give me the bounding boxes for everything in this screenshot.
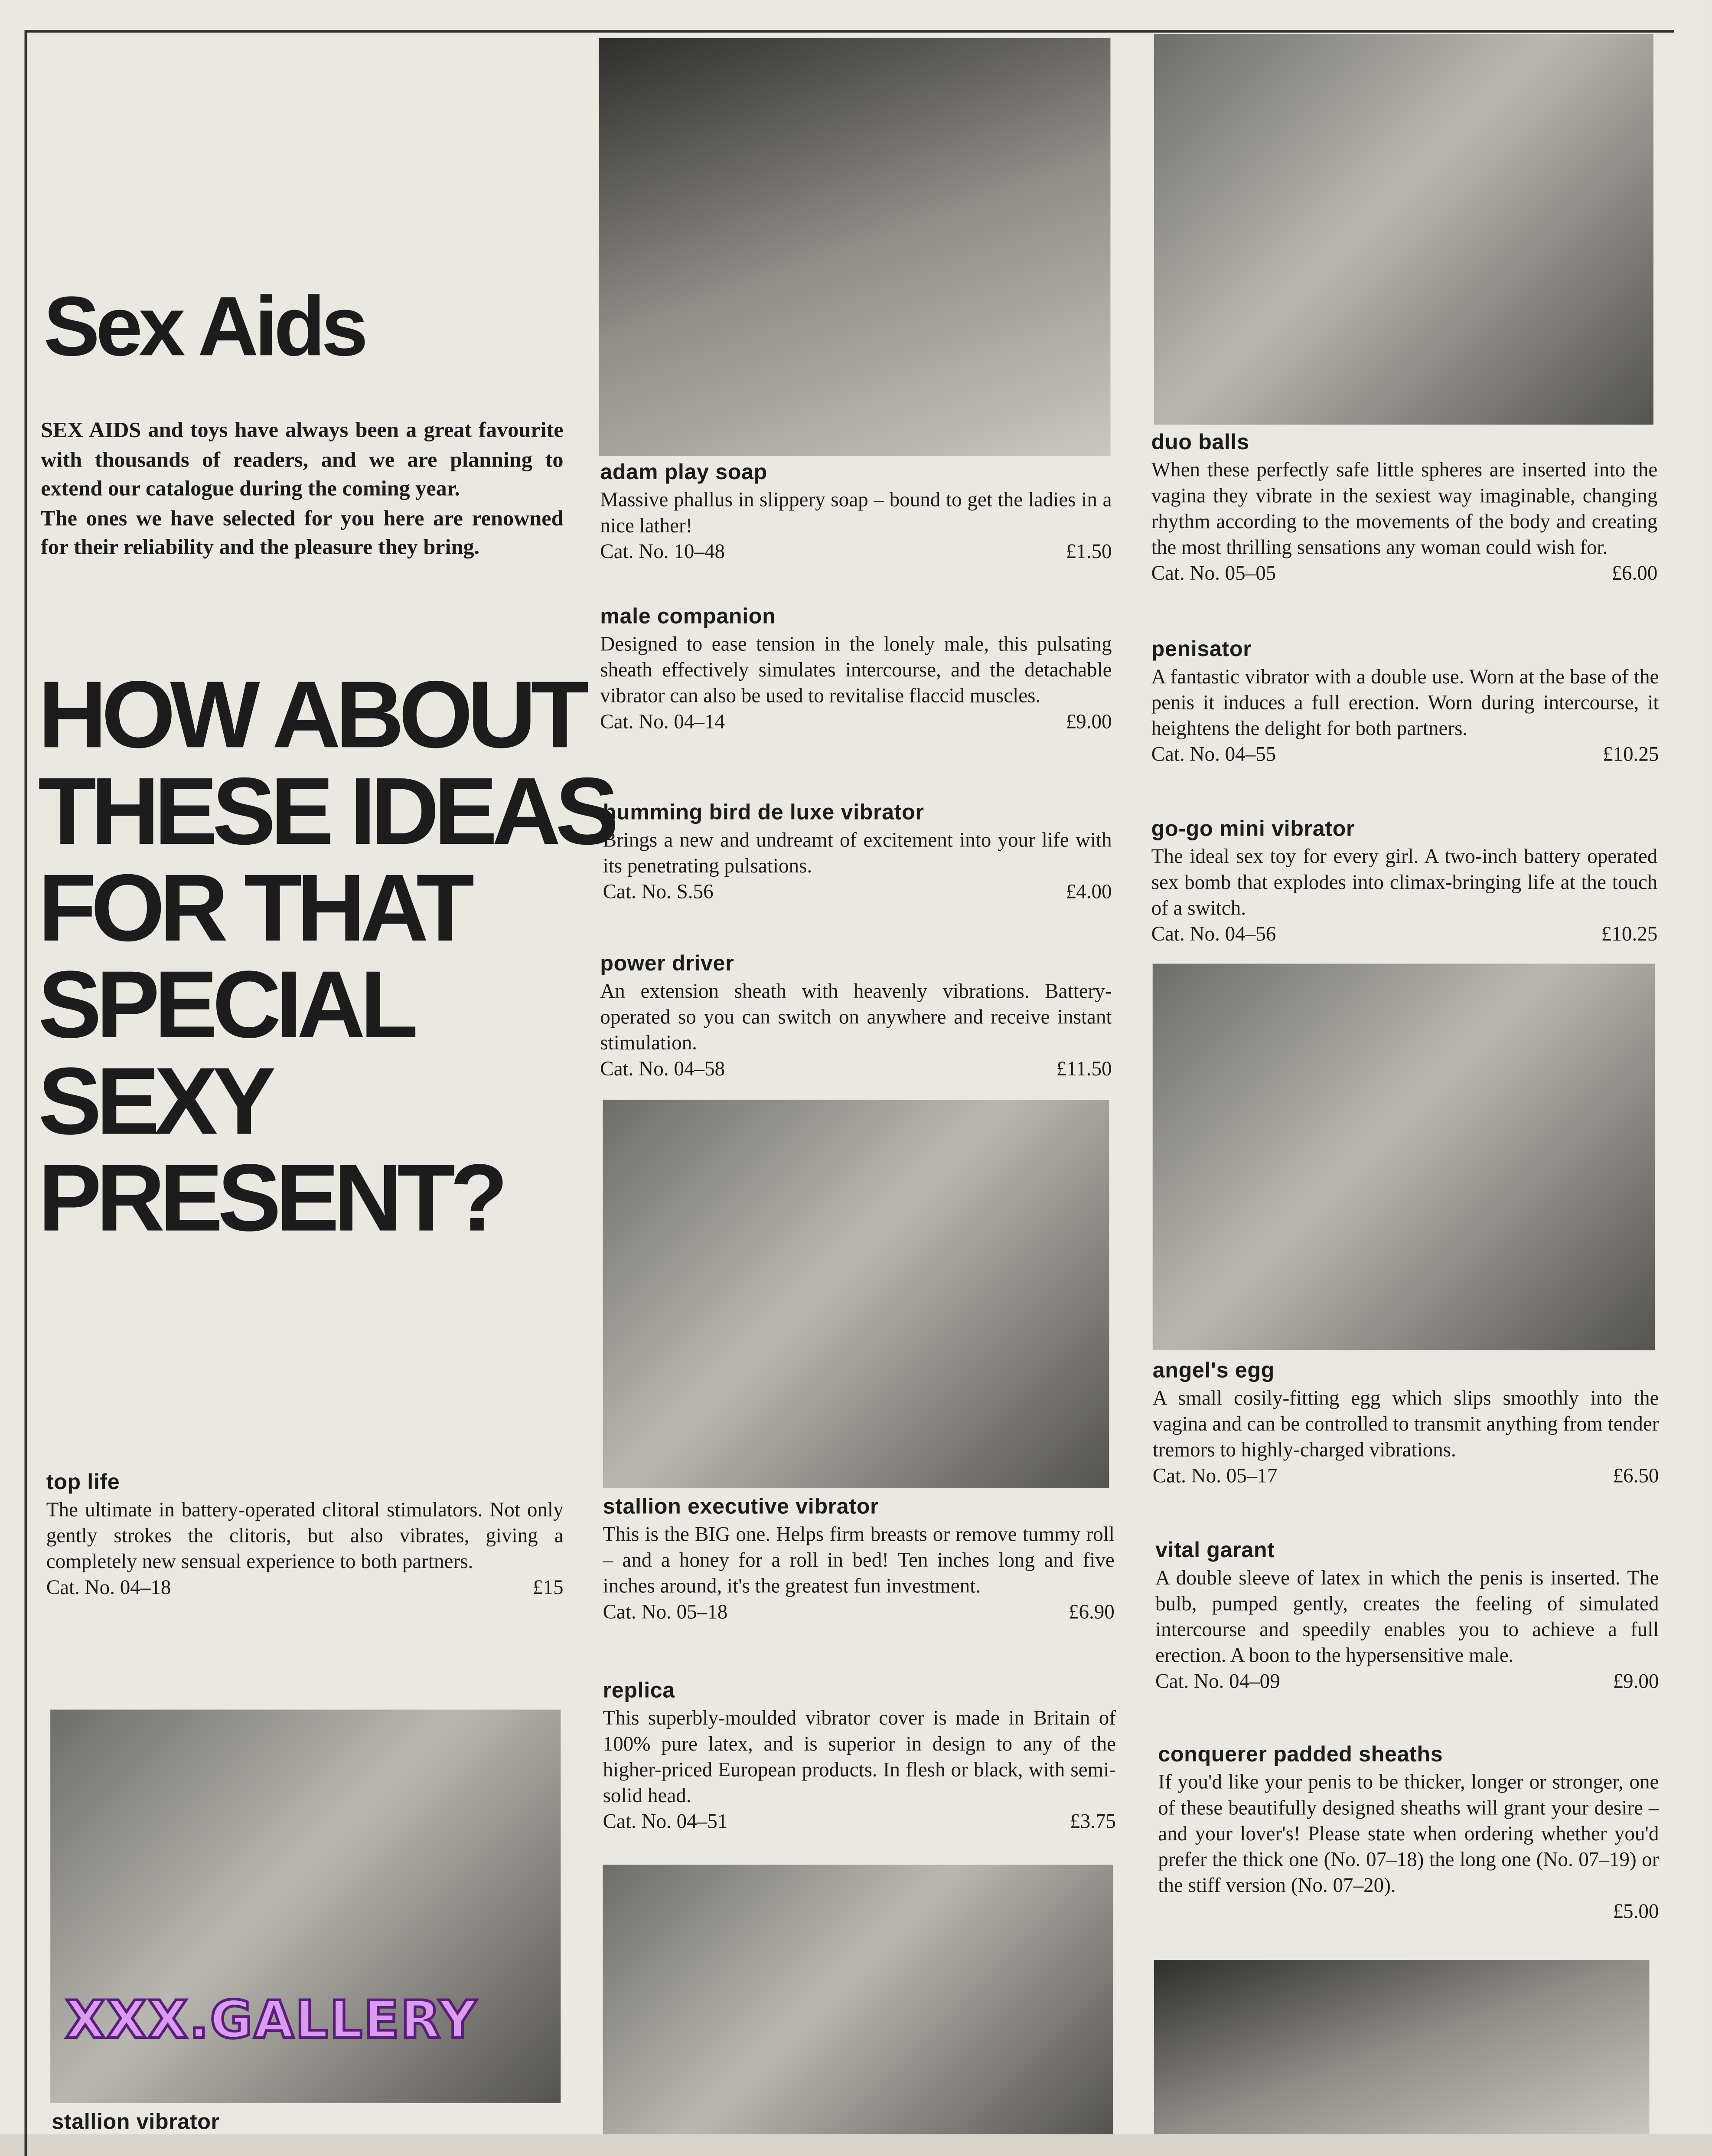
item-name: vital garant: [1155, 1539, 1275, 1563]
item-price: £6.50: [1613, 1466, 1659, 1488]
intro-text: [41, 417, 563, 563]
item-description: An extension sheath with heavenly vibrations. Battery-operated so you can switch on anywhere and receive instant stimulation.: [600, 981, 1112, 1055]
item-description: Massive phallus in slippery soap – bound to get the ladies in a nice lather!: [600, 490, 1112, 538]
catalog-number: Cat. No. S.56: [603, 882, 714, 904]
item-description: Brings a new and undreamt of excitement into your life with its penetrating pulsations.: [603, 830, 1112, 878]
headline-line: PRESENT?: [38, 1144, 503, 1251]
catalog-item: [1151, 637, 1659, 769]
catalog-number: Cat. No. 04–18: [46, 1578, 171, 1600]
item-name: power driver: [600, 953, 734, 976]
catalog-item: [52, 2110, 569, 2138]
item-catalog-row: [603, 1601, 1115, 1627]
item-description: A small cosily-fitting egg which slips smoothly into the vagina and can be controlled to transmit anything from tender tremors to highly-charged vibrations.: [1152, 1388, 1659, 1462]
product-photo-duo-balls: [1154, 34, 1653, 425]
item-price: £5.00: [1613, 1901, 1659, 1924]
item-catalog-row: [1158, 1900, 1659, 1926]
item-price: £1.50: [1066, 542, 1112, 564]
catalog-number: Cat. No. 04–55: [1151, 745, 1276, 767]
product-photo-replica: [603, 1865, 1113, 2134]
item-catalog-row: [603, 881, 1112, 907]
item-price: £15: [532, 1578, 564, 1600]
item-price: £9.00: [1066, 712, 1112, 734]
item-description: This is the BIG one. Helps firm breasts or remove tummy roll – and a honey for a roll in bed! Ten inches long and five inches around, it's the greatest fun investment.: [603, 1524, 1115, 1598]
catalog-number: Cat. No. 04–14: [600, 712, 725, 734]
catalog-number: Cat. No. 05–05: [1151, 563, 1276, 585]
catalog-item: [46, 1470, 564, 1602]
catalog-number: Cat. No. 10–48: [600, 542, 725, 564]
item-catalog-row: [1151, 562, 1658, 588]
item-description: A double sleeve of latex in which the penis is inserted. The bulb, pumped gently, creates the feeling of simulated intercourse and speedily enables you to achieve a full erection. A boon to the hypersensitive male.: [1155, 1568, 1659, 1668]
watermark: XXX.GALLERY: [65, 1990, 478, 2050]
item-name: replica: [603, 1679, 675, 1703]
catalog-number: Cat. No. 04–56: [1151, 924, 1276, 946]
item-price: £10.25: [1601, 924, 1658, 946]
intro-paragraph: SEX AIDS and toys have always been a great favourite with thousands of readers, and we are planning to extend our catalogue during the coming year.: [41, 419, 564, 501]
catalog-item: [1155, 1538, 1659, 1696]
catalog-number: Cat. No. 04–09: [1155, 1671, 1280, 1693]
item-name: duo balls: [1151, 431, 1249, 455]
item-name: stallion vibrator: [52, 2111, 220, 2134]
item-price: £4.00: [1066, 882, 1112, 904]
catalog-item: [603, 1495, 1115, 1627]
item-price: £6.00: [1611, 563, 1658, 585]
catalog-item: [1153, 1359, 1659, 1490]
item-price: £10.25: [1602, 745, 1659, 767]
item-catalog-row: [46, 1576, 564, 1602]
catalog-item: [600, 604, 1112, 736]
catalog-item: [1151, 817, 1658, 948]
item-name: adam play soap: [600, 461, 767, 485]
product-photo-sheaths: [1154, 1960, 1650, 2134]
product-photo-soap: [599, 38, 1110, 456]
item-name: conquerer padded sheaths: [1158, 1744, 1443, 1767]
item-name: male companion: [600, 605, 776, 629]
headline-line: THESE IDEAS: [38, 758, 613, 865]
item-price: £9.00: [1613, 1671, 1659, 1693]
item-description: A fantastic vibrator with a double use. Worn at the base of the penis it induces a full erection. Worn during intercourse, it heightens the delight for both partners.: [1151, 667, 1659, 741]
item-description: The ideal sex toy for every girl. A two-inch battery operated sex bomb that explodes into climax-bringing life at the touch of a switch.: [1151, 846, 1658, 920]
item-price: £11.50: [1056, 1059, 1112, 1081]
catalog-number: Cat. No. 05–17: [1152, 1466, 1278, 1488]
headline-line: SEXY: [38, 1048, 271, 1154]
catalog-item: [1151, 430, 1658, 588]
item-description: This superbly-moulded vibrator cover is made in Britain of 100% pure latex, and is superior in design to any of the higher-priced European products. In flesh or black, with semi-solid head.: [603, 1708, 1116, 1808]
catalog-item: [600, 951, 1112, 1083]
item-name: angel's egg: [1152, 1359, 1275, 1383]
catalog-item: [600, 460, 1112, 566]
item-description: The ultimate in battery-operated clitoral stimulators. Not only gently strokes the clitoris, but also vibrates, giving a completely new sensual experience to both partners.: [46, 1500, 564, 1574]
item-catalog-row: [1151, 923, 1658, 949]
item-name: go-go mini vibrator: [1151, 818, 1355, 841]
item-description: If you'd like your penis to be thicker, longer or stronger, one of these beautifully designed sheaths will grant your desire – and your lover's! Please state when ordering whether you'd prefer the thick one (No. 07–18) the long one (No. 07–19) or the stiff version (No. 07–20).: [1158, 1772, 1659, 1898]
product-photo-stallion-executive: [603, 1100, 1109, 1488]
item-catalog-row: [1155, 1670, 1659, 1696]
headline-line: SPECIAL: [38, 951, 413, 1058]
item-price: £3.75: [1070, 1812, 1116, 1834]
item-catalog-row: [603, 1810, 1116, 1836]
item-catalog-row: [1153, 1465, 1659, 1491]
headline: [38, 661, 613, 1251]
catalog-number: Cat. No. 05–18: [603, 1602, 728, 1624]
headline-line: FOR THAT: [38, 855, 469, 961]
item-name: top life: [46, 1471, 120, 1495]
item-description: When these perfectly safe little spheres are inserted into the vagina they vibrate in the sexiest way imaginable, changing rhythm according to the movements of the body and creating the most thrilling sensations any woman could wish for.: [1151, 460, 1658, 560]
item-catalog-row: [600, 540, 1112, 566]
page-title: Sex Aids: [43, 280, 365, 375]
item-price: £6.90: [1068, 1602, 1115, 1624]
intro-paragraph: The ones we have selected for you here are renowned for their reliability and the pleasure they bring.: [41, 507, 564, 560]
headline-line: HOW ABOUT: [38, 661, 584, 768]
item-description: Designed to ease tension in the lonely male, this pulsating sheath effectively simulates intercourse, and the detachable vibrator can also be used to revitalise flaccid muscles.: [600, 634, 1112, 708]
catalog-item: [603, 1678, 1116, 1836]
product-photo-angels-egg: [1153, 964, 1655, 1350]
item-name: humming bird de luxe vibrator: [603, 801, 924, 825]
catalog-item: [603, 800, 1112, 907]
item-catalog-row: [1151, 743, 1659, 769]
item-catalog-row: [600, 1058, 1112, 1084]
item-name: stallion executive vibrator: [603, 1496, 879, 1519]
catalog-number: Cat. No. 04–51: [603, 1812, 728, 1834]
catalog-number: Cat. No. 04–58: [600, 1059, 725, 1081]
catalog-item: [1158, 1742, 1659, 1926]
item-catalog-row: [600, 711, 1112, 737]
item-name: penisator: [1151, 638, 1252, 662]
